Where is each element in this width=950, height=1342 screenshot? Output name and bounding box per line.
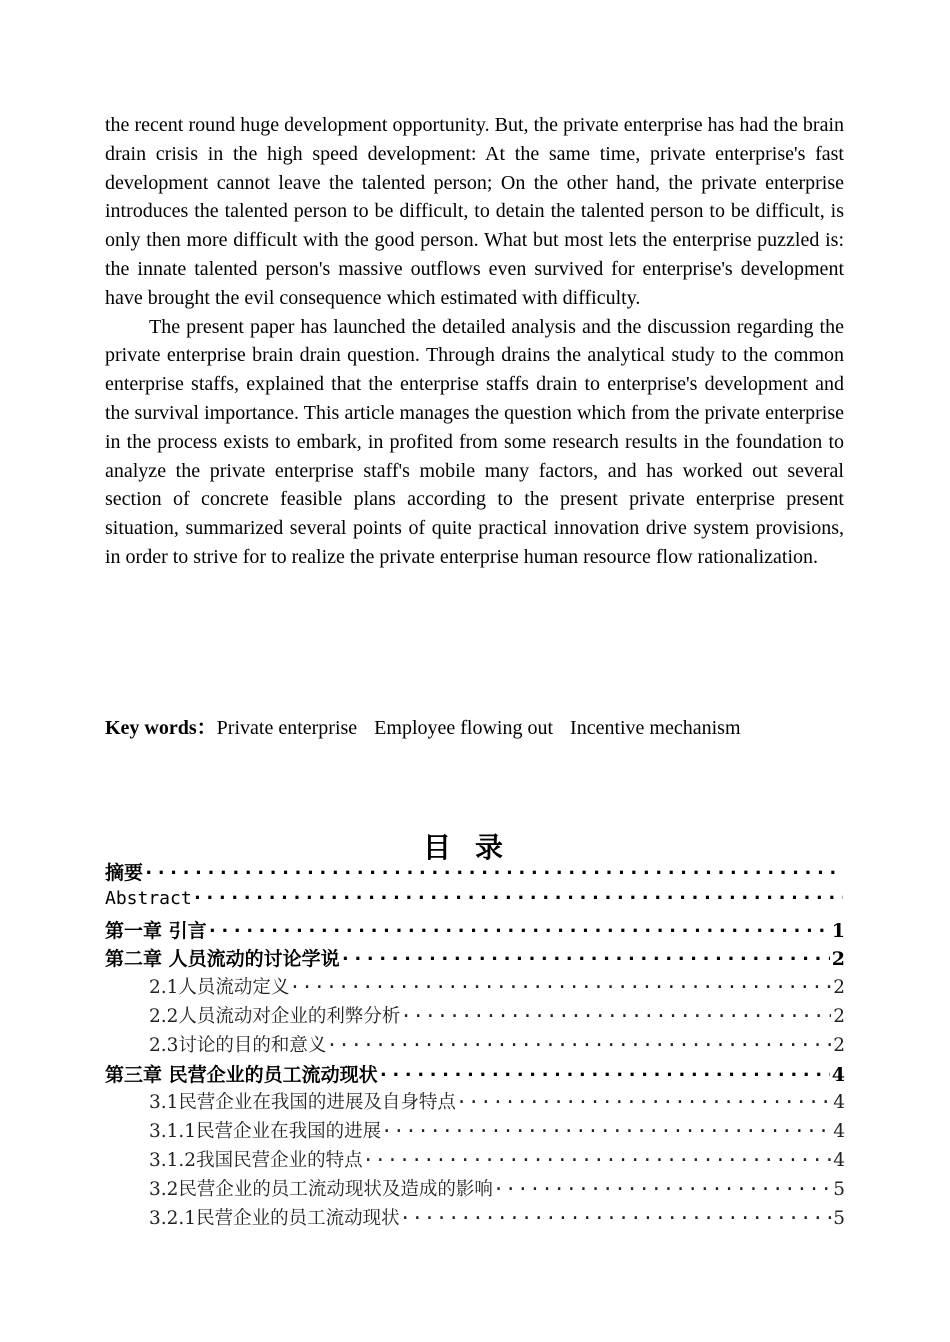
toc-leader-dots <box>363 1150 832 1171</box>
toc-entry-page: 5 <box>833 1207 845 1229</box>
toc-entry-label: 3.2民营企业的员工流动现状及造成的影响 <box>149 1178 493 1200</box>
keywords-label: Key words： <box>105 717 217 739</box>
toc-entry-label: 3.1民营企业在我国的进展及自身特点 <box>149 1092 456 1114</box>
toc-entry[interactable] <box>105 1060 845 1089</box>
table-of-contents <box>105 858 845 1232</box>
toc-leader-dots <box>400 1006 831 1027</box>
toc-leader-dots <box>326 1035 831 1056</box>
toc-entry-page: 5 <box>833 1178 845 1200</box>
toc-title: 目录 <box>422 831 527 864</box>
keyword-item: Private enterprise <box>216 717 358 739</box>
toc-entry[interactable] <box>105 1088 845 1117</box>
toc-entry-label: 第二章 人员流动的讨论学说 <box>105 948 340 971</box>
toc-entry-label: 第一章 引言 <box>105 919 207 942</box>
toc-entry-label: 3.2.1民营企业的员工流动现状 <box>149 1207 400 1229</box>
toc-leader-dots <box>143 862 843 884</box>
keyword-item: Employee flowing out <box>374 717 554 739</box>
toc-entry-page: 4 <box>833 1092 845 1114</box>
toc-leader-dots <box>289 977 831 998</box>
toc-entry[interactable] <box>105 1175 845 1204</box>
toc-entry-label: 2.2人员流动对企业的利弊分析 <box>149 1005 401 1027</box>
toc-entry-label: 2.3讨论的目的和意义 <box>149 1034 327 1056</box>
toc-leader-dots <box>340 948 830 970</box>
toc-entry-page: 4 <box>833 1121 845 1143</box>
english-abstract <box>105 111 844 572</box>
toc-entry[interactable] <box>105 944 845 973</box>
toc-entry-label: 3.1.2我国民营企业的特点 <box>149 1149 363 1171</box>
toc-leader-dots <box>381 1121 831 1142</box>
toc-entry[interactable] <box>105 1031 845 1060</box>
toc-entry-page: 2 <box>833 1034 845 1056</box>
toc-leader-dots <box>378 1064 830 1086</box>
toc-entry-page: 2 <box>831 948 845 971</box>
toc-leader-dots <box>493 1179 831 1200</box>
toc-entry[interactable] <box>105 1117 845 1146</box>
abstract-paragraph-2: The present paper has launched the detailed analysis and the discussion regarding the private enterprise brain drain question. Through drains the analytical study to the common enterprise staffs, explained that the enterprise staffs drain to enterprise's development and the survival importance. This article manages the question which from the private enterprise in the process exists to embark, in profited from some research results in the foundation to analyze the private enterprise staff's mobile many factors, and has worked out several section of concrete feasible plans according to the present private enterprise present situation, summarized several points of quite practical innovation drive system provisions, in order to strive for to realize the private enterprise human resource flow rationalization. <box>105 315 844 568</box>
toc-entry-page: 1 <box>831 919 845 942</box>
toc-entry[interactable] <box>105 887 845 916</box>
toc-entry-label: 3.1.1民营企业在我国的进展 <box>149 1121 382 1143</box>
toc-leader-dots <box>456 1092 831 1113</box>
keyword-item: Incentive mechanism <box>570 717 741 739</box>
toc-entry-page: 2 <box>833 977 845 999</box>
keywords-line <box>105 714 758 742</box>
toc-entry-label: 摘要 <box>105 862 144 884</box>
toc-entry-label: 2.1人员流动定义 <box>149 977 290 999</box>
abstract-paragraph-1: the recent round huge development opportunity. But, the private enterprise has had the brain drain crisis in the high speed development: At the same time, private enterprise's fast development cannot leave the talented person; On the other hand, the private enterprise introduces the talented person to be difficult, to detain the talented person to be difficult, is only then more difficult with the good person. What but most lets the enterprise puzzled is: the innate talented person's massive outflows even survived for enterprise's development have brought the evil consequence which estimated with difficulty. <box>105 114 844 309</box>
toc-entry-label: Abstract <box>105 887 192 909</box>
toc-entry-page: 4 <box>833 1149 845 1171</box>
toc-entry-page: 2 <box>833 1005 845 1027</box>
toc-leader-dots <box>192 887 843 909</box>
toc-entry-page: 4 <box>831 1063 845 1086</box>
toc-leader-dots <box>207 920 830 942</box>
toc-leader-dots <box>400 1208 832 1229</box>
toc-entry-label: 第三章 民营企业的员工流动现状 <box>105 1063 378 1086</box>
toc-entry[interactable] <box>105 1204 845 1233</box>
toc-entry[interactable] <box>105 858 845 887</box>
toc-entry[interactable] <box>105 1146 845 1175</box>
toc-entry[interactable] <box>105 916 845 945</box>
toc-entry[interactable] <box>105 973 845 1002</box>
toc-entry[interactable] <box>105 1002 845 1031</box>
